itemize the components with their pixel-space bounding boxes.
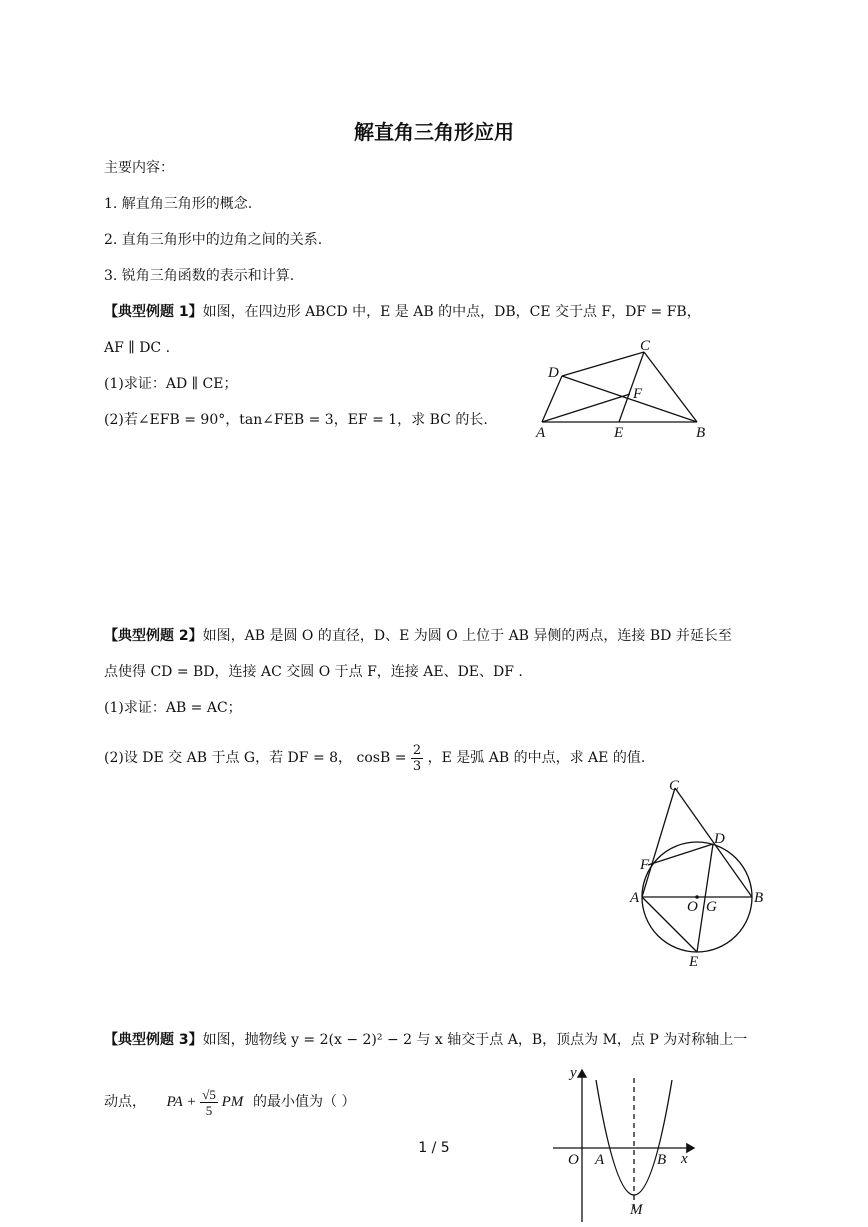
ex2-q2-pre: (2)设 DE 交 AB 于点 G，若 DF = 8， [104, 750, 353, 766]
ex1-segment-cb [644, 352, 697, 422]
ex1-segment-af [542, 394, 630, 422]
ex1-label-c: C [640, 338, 651, 354]
ex1-quadrilateral-figure [520, 335, 720, 445]
ex3-label-x: x [681, 1151, 688, 1167]
ex1-segment-ad [542, 376, 562, 422]
ex2-cos-expression [356, 742, 428, 774]
ex1-label-a: A [536, 425, 546, 441]
ex3-text-line2 [104, 1080, 355, 1124]
ex2-label-o: O [687, 899, 698, 915]
ex1-label-e: E [614, 425, 624, 441]
ex2-tag: 【典型例题 2】 [104, 628, 203, 644]
ex3-fraction [200, 1087, 218, 1118]
ex2-line2: 点使得 CD = BD，连接 AC 交圆 O 于点 F，连接 AE、DE、DF . [104, 664, 523, 680]
page-number: 1 / 5 [418, 1140, 450, 1156]
ex2-question-2 [104, 736, 645, 780]
ex2-line1: 如图，AB 是圆 O 的直径，D、E 为圆 O 上位于 AB 异侧的两点，连接 BD 并延长至 [202, 628, 732, 644]
ex1-label-d: D [548, 365, 559, 381]
ex2-label-d: D [714, 831, 725, 847]
ex1-question-2: (2)若∠EFB = 90°，tan∠FEB = 3，EF = 1，求 BC 的长. [104, 412, 488, 428]
ex2-label-b: B [754, 890, 764, 906]
ex1-question-1: (1)求证：AD ∥ CE； [104, 376, 238, 392]
ex2-cos-numerator: 2 [412, 742, 422, 758]
ex3-text-line1 [104, 1030, 747, 1050]
ex3-expr-pa: PA + [166, 1094, 197, 1110]
ex3-label-a: A [595, 1152, 605, 1168]
ex1-segment-dc [562, 352, 644, 376]
ex3-fraction-denominator: 5 [205, 1103, 213, 1119]
ex2-segment-ca [642, 788, 675, 897]
ex2-label-f: F [640, 857, 650, 873]
intro-item-2: 2. 直角三角形中的边角之间的关系. [104, 232, 323, 248]
ex1-label-f: F [633, 386, 643, 402]
ex2-label-g: G [706, 899, 717, 915]
ex3-fraction-numerator: √5 [202, 1087, 216, 1103]
ex1-line2: AF ∥ DC . [104, 340, 171, 356]
ex3-label-o: O [568, 1152, 579, 1168]
ex1-label-b: B [696, 425, 706, 441]
ex2-q2-post: ，E 是弧 AB 的中点，求 AE 的值. [427, 750, 646, 766]
ex3-line2-pre: 动点， [104, 1094, 146, 1110]
ex3-expression [166, 1087, 247, 1119]
page-title: 解直角三角形应用 [354, 120, 514, 144]
ex2-label-e: E [689, 954, 699, 970]
ex1-tag: 【典型例题 1】 [104, 304, 203, 320]
ex3-label-b: B [657, 1152, 667, 1168]
intro-heading: 主要内容： [104, 160, 174, 176]
ex2-cos-label: cosB = [356, 750, 407, 766]
ex3-line2-post: 的最小值为（ ） [253, 1094, 356, 1110]
intro-item-3: 3. 锐角三角函数的表示和计算. [104, 268, 295, 284]
ex1-segment-db [562, 376, 697, 422]
ex2-circle-figure [620, 770, 780, 975]
ex2-text-line1 [104, 626, 732, 646]
ex3-tag: 【典型例题 3】 [104, 1032, 203, 1048]
ex2-cos-denominator: 3 [412, 758, 422, 774]
ex1-line1: 如图，在四边形 ABCD 中，E 是 AB 的中点，DB，CE 交于点 F，DF = FB， [202, 304, 701, 320]
ex2-label-a: A [630, 890, 640, 906]
ex2-cos-fraction [411, 743, 423, 774]
intro-item-1: 1. 解直角三角形的概念. [104, 196, 253, 212]
ex2-segment-de [697, 844, 713, 952]
ex1-text-line1 [104, 302, 701, 322]
ex2-label-c: C [669, 778, 680, 794]
ex3-label-y: y [570, 1065, 577, 1081]
ex2-question-1: (1)求证：AB = AC； [104, 700, 242, 716]
ex3-label-m: M [630, 1202, 643, 1218]
ex3-line1: 如图，抛物线 y = 2(x − 2)² − 2 与 x 轴交于点 A，B，顶点为 M，点 P 为对称轴上一 [202, 1032, 748, 1048]
ex3-expr-pm: PM [221, 1094, 244, 1110]
